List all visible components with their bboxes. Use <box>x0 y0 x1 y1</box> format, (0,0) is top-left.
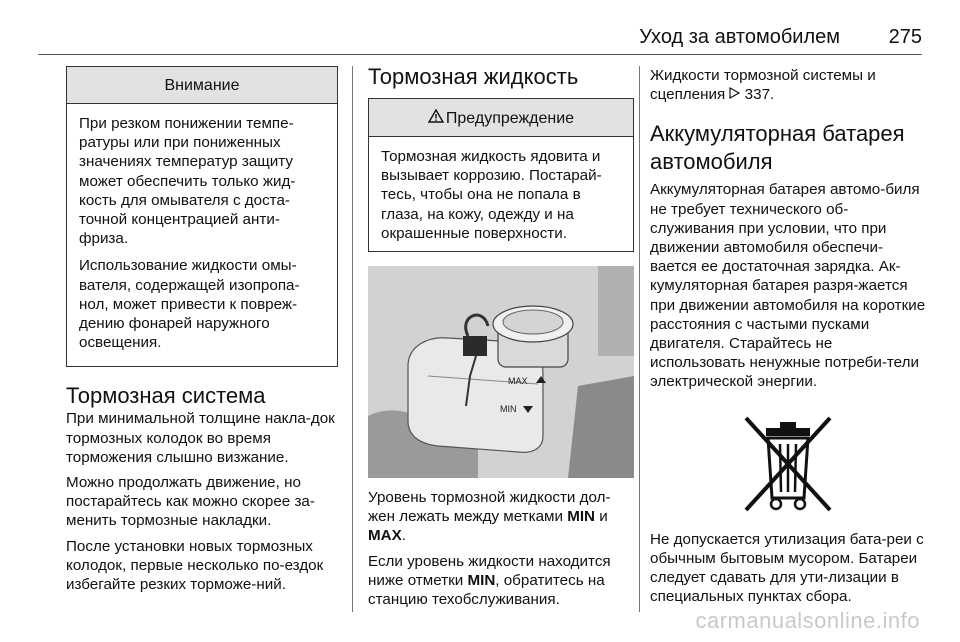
section-title-battery: Аккумуляторная батарея автомобиля <box>650 121 905 175</box>
warning-box <box>368 98 634 252</box>
column-1 <box>66 66 338 600</box>
paragraph: После установки новых тормозных колодок, первые несколько по-ездок избегайте резких торможе-ний. <box>66 537 324 594</box>
notice-title: Внимание <box>67 67 337 104</box>
min-label: MIN <box>567 508 596 526</box>
notice-body <box>67 104 337 366</box>
notice-paragraph-2: Использование жидкости омы-вателя, содержащей изопропа-нол, может привести к повреж-дению фонарей наружного освещения. <box>79 257 300 352</box>
fluids-reference-paragraph: Жидкости тормозной системы и сцепления 337. <box>650 67 876 104</box>
page-reference-icon <box>729 86 740 103</box>
section-title-brake-system: Тормозная система <box>66 383 266 409</box>
notice-paragraph-1: При резком понижении темпе-ратуры или при пониженных значениях температур защиту может обеспечить только жид-кость для омывателя с доста-точной концентрацией анти-фриза. <box>79 115 296 248</box>
warning-text: Тормозная жидкость ядовита и вызывает коррозию. Постарай-тесь, чтобы она не попала в глаза, на кожу, одежду и на окрашенные поверхности. <box>381 148 602 242</box>
page-header <box>0 22 960 62</box>
max-mark-label: MAX <box>508 376 528 387</box>
min-mark-label: MIN <box>500 404 517 415</box>
header-rule <box>38 54 922 55</box>
low-level-paragraph: Если уровень жидкости находится ниже отметки MIN, обратитесь на станцию техобслуживания. <box>368 552 611 609</box>
fluid-level-paragraph: Уровень тормозной жидкости дол-жен лежать между метками MIN и MAX. <box>368 489 611 545</box>
warning-title: Предупреждение <box>445 110 575 127</box>
notice-box <box>66 66 338 367</box>
battery-paragraph-1: Аккумуляторная батарея автомо-биля не требует технического об-служивания при условии, что при движении автомобиля обеспечи-вается ее достаточная зарядка. Ак-кумуляторная батарея разря-жается при движении автомобиля на короткие расстояния с частыми пусками двигателя. Старайтесь не использовать ненужные потреби-тели электрической энергии. <box>650 181 926 391</box>
column-divider-1 <box>352 66 353 612</box>
section-title-brake-fluid: Тормозная жидкость <box>368 64 579 89</box>
paragraph: При минимальной толщине накла-док тормозных колодок во время торможения слышно визжание. <box>66 410 335 466</box>
brake-fluid-reservoir-photo <box>368 266 634 478</box>
page-reference: 337. <box>744 86 775 104</box>
paragraph: Можно продолжать движение, но постарайтесь как можно скорее за-менить тормозные накладки. <box>66 474 315 530</box>
max-label: MAX <box>368 527 402 545</box>
min-label: MIN <box>467 571 496 589</box>
reservoir-illustration <box>368 266 634 478</box>
warning-header <box>369 99 633 137</box>
column-2 <box>368 66 634 615</box>
warning-triangle-icon <box>428 109 444 127</box>
watermark: carmanualsonline.info <box>695 608 920 633</box>
crossed-out-bin-icon <box>738 410 838 516</box>
battery-paragraph-2: Не допускается утилизация бата-реи с обычным бытовым мусором. Батареи следует сдавать для ути-лизации в специальных пунктах сбора. <box>650 530 924 606</box>
page-number: 275 <box>888 26 922 48</box>
warning-body <box>369 137 633 251</box>
column-3 <box>650 66 926 612</box>
running-title: Уход за автомобилем <box>639 26 840 48</box>
column-divider-2 <box>639 66 640 612</box>
